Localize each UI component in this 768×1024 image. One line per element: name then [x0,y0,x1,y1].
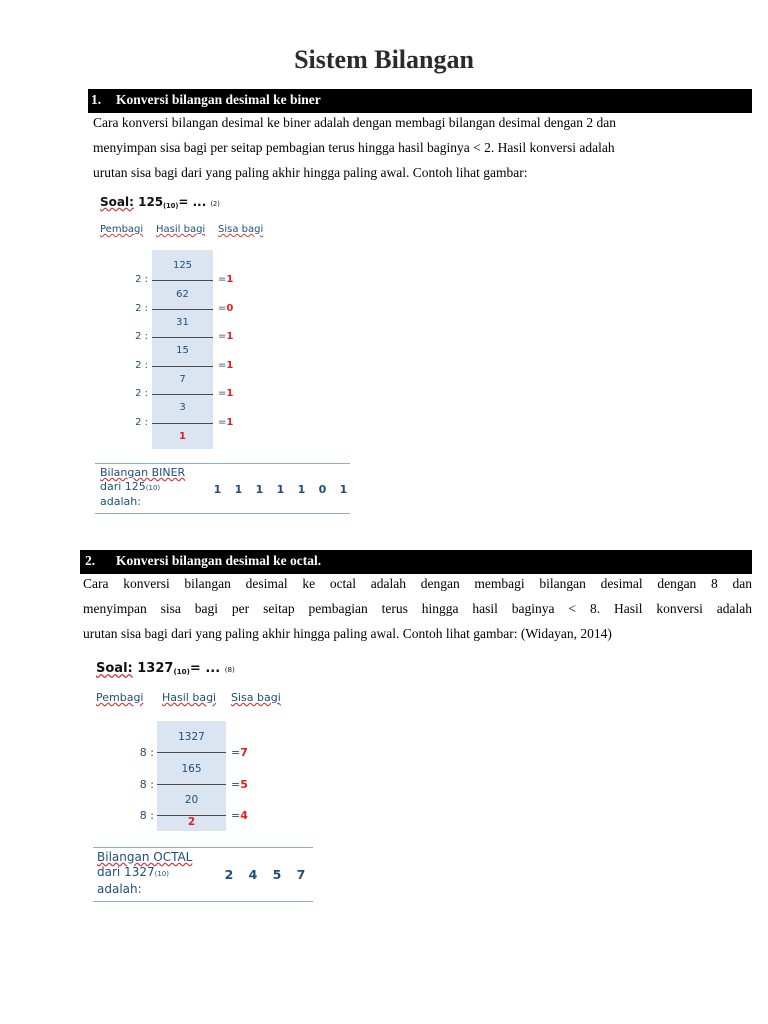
divisor-label: 8 : [139,809,154,822]
divisor-label: 2 : [135,303,148,314]
remainder: =7 [231,746,248,759]
divisor-label: 2 : [135,360,148,371]
remainder: =1 [218,360,234,371]
divisor-label: 2 : [135,417,148,428]
result-digit: 0 [318,483,327,496]
quotient-cell: 125 [172,260,193,271]
division-line [157,752,226,753]
result-digit: 7 [296,867,306,882]
paragraph-line: Cara konversi bilangan desimal ke octal adalah dengan membagi bilangan desimal dengan 8 dan [83,576,752,591]
result-digit: 2 [224,867,234,882]
quotient-cell: 165 [181,763,202,775]
result-digit: 1 [297,483,306,496]
result-digit: 1 [255,483,264,496]
result-digit: 4 [248,867,258,882]
result-digit: 5 [272,867,282,882]
divisor-label: 2 : [135,274,148,285]
divisor-label: 2 : [135,388,148,399]
divisor-label: 2 : [135,331,148,342]
problem-statement: Soal: $1327_{(10)}=$ ... (8) [96,661,235,676]
final-quotient-cell: 2 [187,816,196,828]
section-number: 2. [85,553,96,568]
quotient-cell: 31 [176,317,189,328]
remainder: =4 [231,809,248,822]
divisor-label: 8 : [139,746,154,759]
remainder: =1 [218,274,234,285]
column-header-quotient: Hasil bagi [162,691,217,704]
paragraph-line: urutan sisa bagi dari yang paling akhir hingga paling awal. Contoh lihat gambar: [93,165,528,180]
divisor-label: 8 : [139,778,154,791]
paragraph-line: urutan sisa bagi dari yang paling akhir hingga paling awal. Contoh lihat gambar: (Widayan, 2014) [83,626,612,641]
quotient-cell: 20 [184,794,199,806]
quotient-cell: 7 [179,374,186,385]
quotient-cell: 3 [179,402,186,413]
final-quotient-cell: 1 [179,431,186,442]
division-line [157,784,226,785]
result-digit: 1 [276,483,285,496]
column-header-divisor: Pembagi [96,691,144,704]
quotient-cell: 1327 [178,731,205,743]
paragraph-line: Cara konversi bilangan desimal ke biner adalah dengan membagi bilangan desimal dengan 2 dan [93,115,616,130]
column-header-remainder: Sisa bagi [231,691,281,704]
result-digit: 1 [339,483,348,496]
section-title: Konversi bilangan desimal ke biner [116,92,321,107]
remainder: =1 [218,417,234,428]
remainder: =1 [218,331,234,342]
column-header-remainder: Sisa bagi [218,224,264,235]
column-header-divisor: Pembagi [100,224,144,235]
remainder: =5 [231,778,248,791]
remainder: =0 [218,303,234,314]
result-label: Bilangan BINER dari 125(10) adalah: [100,466,186,508]
paragraph-line: menyimpan sisa bagi per seitap pembagian terus hingga hasil baginya < 8. Hasil konversi adalah [83,601,752,616]
result-digit: 1 [213,483,222,496]
quotient-cell: 15 [176,345,189,356]
section-number: 1. [91,92,102,107]
octal-result-digits [217,867,313,882]
result-label: Bilangan OCTAL dari 1327(10) adalah: [97,850,193,896]
page-title: Sistem Bilangan [294,45,474,74]
result-digit: 1 [234,483,243,496]
remainder: =1 [218,388,234,399]
section-title: Konversi bilangan desimal ke octal. [116,553,322,568]
problem-statement: Soal: $125_{(10)}=$ ... (2) [100,195,220,210]
column-header-quotient: Hasil bagi [156,224,206,235]
division-line [157,815,226,816]
quotient-cell: 62 [176,289,189,300]
paragraph-line: menyimpan sisa bagi per seitap pembagian terus hingga hasil baginya < 2. Hasil konversi adalah [93,140,615,155]
